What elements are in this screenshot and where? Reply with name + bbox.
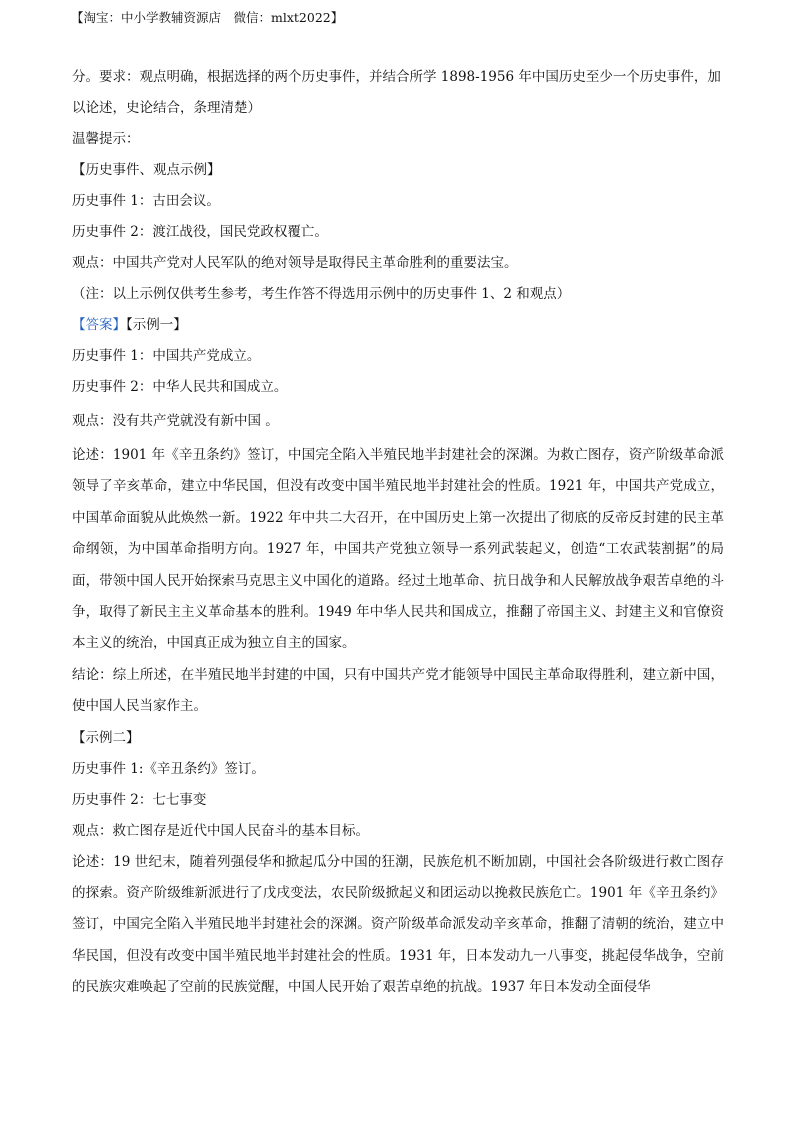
example-1-viewpoint: 观点：没有共产党就没有新中国 。 [72, 413, 279, 429]
example-1-title: 【示例一】 [126, 317, 187, 333]
example-section-title: 【历史事件、观点示例】 [72, 162, 221, 178]
document-body [72, 62, 724, 1004]
example-1-conclusion: 结论：综上所述，在半殖民地半封建的中国，只有中国共产党才能领导中国民主革命取得胜利，建立新中国，使中国人民当家作主。 [72, 666, 724, 715]
sample-viewpoint: 观点：中国共产党对人民军队的绝对领导是取得民主革命胜利的重要法宝。 [72, 255, 518, 271]
hint-label: 温馨提示： [72, 131, 140, 147]
answer-heading [72, 310, 724, 341]
example-1-event-1: 历史事件 1：中国共产党成立。 [72, 348, 261, 364]
page-header: 【淘宝：中小学教辅资源店 微信：mlxt2022】 [71, 10, 344, 25]
requirement-line-1: 分。要求：观点明确，根据选择的两个历史事件，并结合所学 1898-1956 年中国历史至少一个历史事件，加 [72, 69, 721, 85]
sample-event-1: 历史事件 1：古田会议。 [72, 193, 220, 209]
example-2-viewpoint: 观点：救亡图存是近代中国人民奋斗的基本目标。 [72, 822, 369, 839]
requirement-line-2: 以论述，史论结合，条理清楚） [72, 100, 261, 116]
example-2-event-2: 历史事件 2：七七事变 [72, 791, 207, 808]
example-2-event-1: 历史事件 1:《辛丑条约》签订。 [72, 760, 265, 777]
example-2-title: 【示例二】 [72, 729, 140, 746]
sample-event-2: 历史事件 2：渡江战役，国民党政权覆亡。 [72, 224, 328, 240]
example-1-event-2: 历史事件 2：中华人民共和国成立。 [72, 379, 288, 395]
sample-note: （注：以上示例仅供考生参考，考生作答不得选用示例中的历史事件 1、2 和观点） [72, 286, 571, 302]
example-1-argument: 论述：1901 年《辛丑条约》签订，中国完全陷入半殖民地半封建社会的深渊。为救亡图存，资产阶级革命派领导了辛亥革命，建立中华民国，但没有改变中国半殖民地半封建社会的性质。1921 年，中国共产党成立，中国革命面貌从此焕然一新。1922 年中共二大召开，在中国历史上第一次提出了彻底的反帝反封建的民主革命纲领，为中国革命指明方向。1927 年，中国共产党独立领导一系列武装起义，创造“工农武装割据”的局面，带领中国人民开始探索马克思主义中国化的道路。经过土地革命、抗日战争和人民解放战争艰苦卓绝的斗争，取得了新民主主义革命基本的胜利。1949 年中华人民共和国成立，推翻了帝国主义、封建主义和官僚资本主义的统治，中国真正成为独立自主的国家。 [72, 447, 724, 652]
answer-tag: 【答案】 [72, 317, 126, 333]
example-2-argument: 论述：19 世纪末，随着列强侵华和掀起瓜分中国的狂潮，民族危机不断加剧，中国社会各阶级进行救亡图存的探索。资产阶级维新派进行了戊戌变法，农民阶级掀起义和团运动以挽救民族危亡。1901 年《辛丑条约》签订，中国完全陷入半殖民地半封建社会的深渊。资产阶级革命派发动辛亥革命，推翻了清朝的统治，建立中华民国，但没有改变中国半殖民地半封建社会的性质。1931 年，日本发动九一八事变，挑起侵华战争，空前的民族灾难唤起了空前的民族觉醒，中国人民开始了艰苦卓绝的抗战。1937 年日本发动全面侵华 [72, 853, 724, 996]
